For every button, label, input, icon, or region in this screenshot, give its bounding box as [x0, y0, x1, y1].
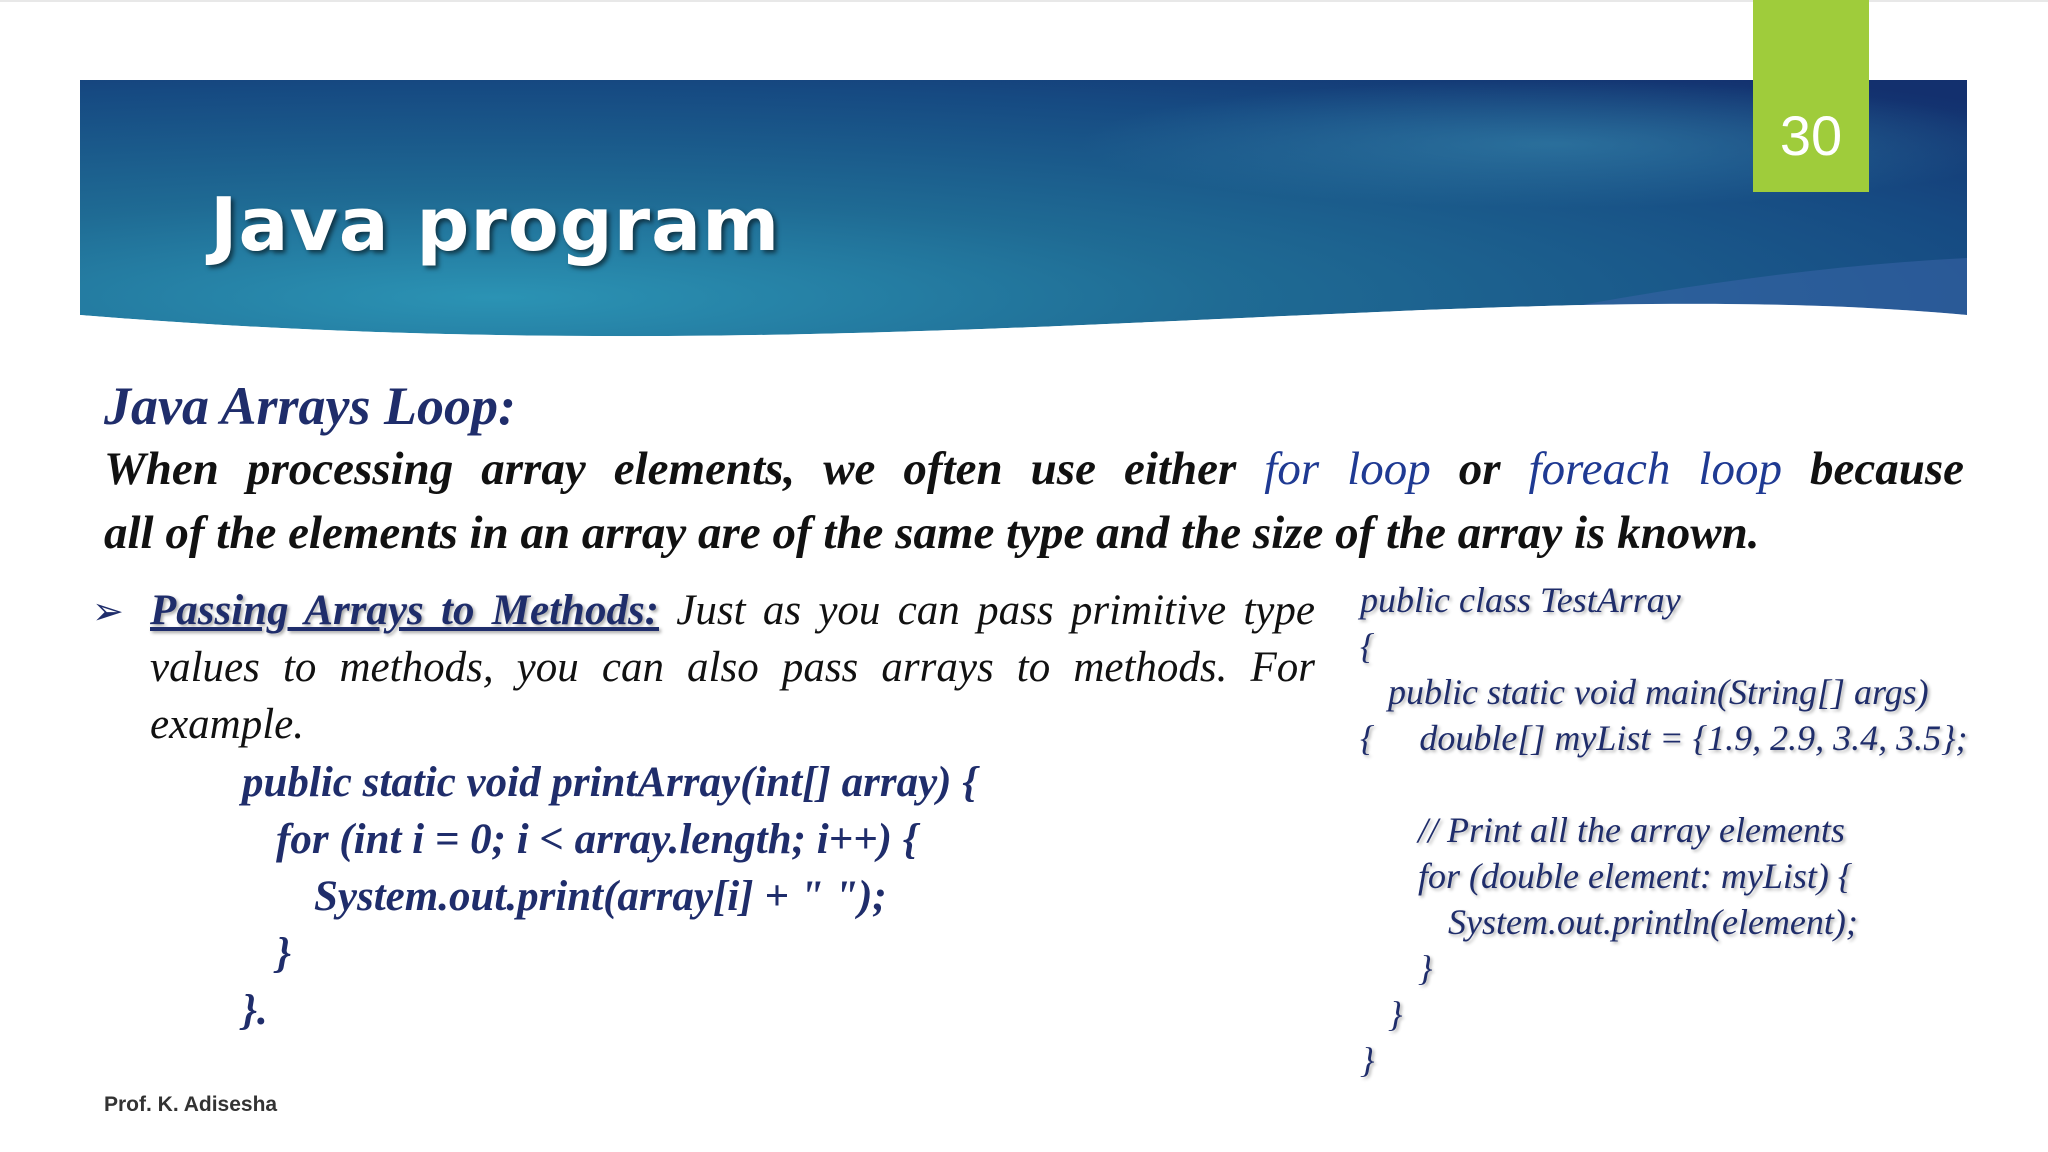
intro-line-1 [104, 438, 1964, 500]
code-left-line-3: System.out.print(array[i] + " "); [314, 873, 887, 920]
code-right-line-4: { double[] myList = {1.9, 2.9, 3.4, 3.5}; [1360, 718, 1968, 758]
bullet-label: Passing Arrays to Methods: [150, 587, 659, 634]
keyword-foreach-loop: foreach loop [1528, 443, 1782, 495]
code-left-line-2: for (int i = 0; i < array.length; i++) { [276, 816, 918, 863]
intro-text-part3: because [1781, 443, 1965, 495]
code-right-line-2: { [1360, 626, 1375, 666]
code-left-line-1: public static void printArray(int[] array) { [242, 759, 978, 806]
keyword-for-loop: for loop [1264, 443, 1431, 495]
code-right-line-5: // Print all the array elements [1418, 810, 1845, 850]
code-right-line-9: } [1388, 994, 1403, 1034]
intro-text-part1: When processing array elements, we often use either [104, 443, 1265, 495]
code-right-line-1: public class TestArray [1360, 580, 1681, 620]
footer-author: Prof. K. Adisesha [104, 1093, 278, 1116]
code-left-line-5: }. [242, 987, 268, 1034]
intro-line-2: all of the elements in an array are of the same type and the size of the array is known. [104, 507, 1760, 559]
bullet-body: Just as you can pass primitive type values to methods, you can also pass arrays to methods. For example. [150, 587, 1315, 748]
code-right-line-8: } [1418, 948, 1433, 988]
slide-title: Java program [210, 182, 781, 268]
intro-text-part2: or [1430, 443, 1529, 495]
code-right-line-6: for (double element: myList) { [1418, 856, 1853, 896]
bullet-arrow-icon: ➢ [92, 589, 124, 633]
code-right-line-10: } [1360, 1040, 1375, 1080]
bullet-paragraph [150, 582, 1315, 753]
code-right-line-7: System.out.println(element); [1448, 902, 1858, 942]
top-border [0, 0, 2048, 2]
section-heading: Java Arrays Loop: [104, 376, 516, 436]
code-right-line-3: public static void main(String[] args) [1388, 672, 1929, 712]
page-number-box [1753, 0, 1869, 192]
page-number: 30 [1779, 104, 1843, 167]
code-left-line-4: } [276, 930, 291, 977]
